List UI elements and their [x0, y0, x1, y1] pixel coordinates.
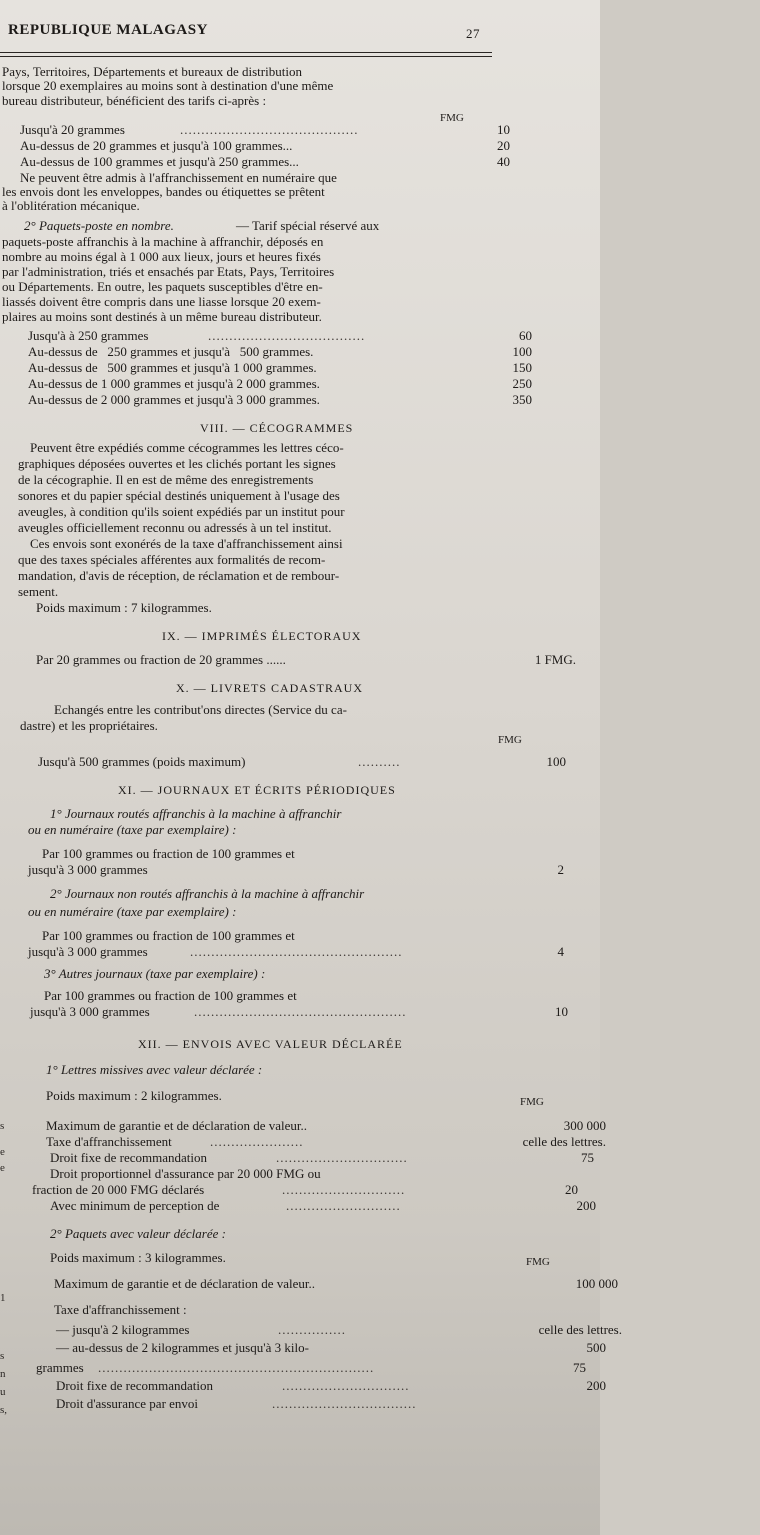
margin-mark: u: [0, 1386, 6, 1398]
section-title: IX. — IMPRIMÉS ÉLECTORAUX: [162, 629, 362, 643]
text-line: Peuvent être expédiés comme cécogrammes les lettres céco-: [30, 440, 344, 455]
text-line: liassés doivent être compris dans une liasse lorsque 20 exem-: [2, 294, 321, 309]
value-row: Taxe d'affranchissement ...................... celle des lettres.: [46, 1134, 606, 1149]
rate-row: Au-dessus de 100 grammes et jusqu'à 250 grammes... 40: [20, 154, 510, 169]
subsection-heading: ou en numéraire (taxe par exemplaire) :: [28, 822, 237, 837]
margin-mark: 1: [0, 1292, 6, 1304]
value-row: Maximum de garantie et de déclaration de valeur.. 100 000: [54, 1276, 618, 1291]
text-line: bureau distributeur, bénéficient des tarifs ci-après :: [2, 93, 267, 108]
text-line: dastre) et les propriétaires.: [20, 718, 158, 733]
section-title: XII. — ENVOIS AVEC VALEUR DÉCLARÉE: [138, 1037, 403, 1051]
subsection-heading: ou en numéraire (taxe par exemplaire) :: [28, 904, 237, 919]
rate-row: jusqu'à 3 000 grammes .................................................. 10: [30, 1004, 568, 1019]
value-row: — jusqu'à 2 kilogrammes ................ celle des lettres.: [56, 1322, 622, 1337]
text-line: Ne peuvent être admis à l'affranchissement en numéraire que: [20, 170, 337, 185]
text-line: Par 100 grammes ou fraction de 100 grammes et: [44, 988, 297, 1003]
text-line: plaires au moins sont destinés à un même bureau distributeur.: [2, 309, 322, 324]
value-row: grammes ................................................................. 75: [36, 1360, 586, 1375]
value-row: Taxe d'affranchissement :: [54, 1302, 187, 1317]
header-rule: [0, 52, 492, 53]
text-line: nombre au moins égal à 1 000 aux lieux, jours et heures fixés: [2, 249, 321, 264]
rate-row: Au-dessus de 500 grammes et jusqu'à 1 000 grammes. 150: [28, 360, 532, 375]
text-line: Ces envois sont exonérés de la taxe d'affranchissement ainsi: [30, 536, 343, 551]
value-row: Maximum de garantie et de déclaration de valeur.. 300 000: [46, 1118, 606, 1133]
text-line: de la cécographie. Il en est de même des enregistrements: [18, 472, 314, 487]
margin-mark: s,: [0, 1404, 8, 1416]
margin-mark: e: [0, 1146, 5, 1158]
unit-label: FMG: [520, 1096, 544, 1108]
rate-row: Au-dessus de 250 grammes et jusqu'à 500 grammes. 100: [28, 344, 532, 359]
text-line: mandation, d'avis de réception, de réclamation et de rembour-: [18, 568, 340, 583]
page-number: 27: [466, 26, 480, 41]
text-line: aveugles, à condition qu'ils soient expédiés par un institut pour: [18, 504, 345, 519]
text-line: Par 100 grammes ou fraction de 100 grammes et: [42, 846, 295, 861]
subsection-heading: 2° Paquets-poste en nombre.: [24, 218, 174, 233]
text-line: à l'oblitération mécanique.: [2, 198, 140, 213]
text-line: paquets-poste affranchis à la machine à affranchir, déposés en: [2, 234, 324, 249]
margin-mark: n: [0, 1368, 6, 1380]
text-line: aveugles officiellement reconnu ou adressés à un tel institut.: [18, 520, 332, 535]
country-title: REPUBLIQUE MALAGASY: [8, 22, 208, 38]
value-row: — au-dessus de 2 kilogrammes et jusqu'à 3 kilo- 500: [56, 1340, 606, 1355]
subsection-heading: 2° Journaux non routés affranchis à la machine à affranchir: [50, 886, 365, 901]
text-line: sonores et du papier spécial destinés uniquement à l'usage des: [18, 488, 340, 503]
rate-row: Au-dessus de 2 000 grammes et jusqu'à 3 000 grammes. 350: [28, 392, 532, 407]
rate-row: jusqu'à 3 000 grammes 2: [28, 862, 564, 877]
text-line: les envois dont les enveloppes, bandes ou étiquettes se prêtent: [2, 184, 325, 199]
rate-row: Jusqu'à 500 grammes (poids maximum) .......... 100: [38, 754, 566, 769]
value-row: Droit fixe de recommandation .............................. 200: [56, 1378, 606, 1393]
value-row: Droit fixe de recommandation ............................... 75: [50, 1150, 594, 1165]
subsection-heading: 1° Lettres missives avec valeur déclarée :: [46, 1062, 263, 1077]
max-weight: Poids maximum : 7 kilogrammes.: [36, 600, 212, 615]
rate-row: Par 20 grammes ou fraction de 20 grammes ...... 1 FMG.: [36, 652, 576, 667]
text-line: graphiques déposées ouvertes et les clichés portant les signes: [18, 456, 336, 471]
text-line: lorsque 20 exemplaires au moins sont à destination d'une même: [2, 78, 334, 93]
header-rule-double: [0, 56, 492, 57]
margin-mark: s: [0, 1120, 5, 1132]
subsection-heading: 1° Journaux routés affranchis à la machine à affranchir: [50, 806, 342, 821]
margin-mark: e: [0, 1162, 5, 1174]
value-row: Droit proportionnel d'assurance par 20 000 FMG ou: [50, 1166, 321, 1181]
value-row: Droit d'assurance par envoi ..................................: [56, 1396, 417, 1411]
text-line: sement.: [18, 584, 59, 599]
text-line: Echangés entre les contribut'ons directes (Service du ca-: [54, 702, 347, 717]
rate-row: Jusqu'à 20 grammes .......................................... 10: [20, 122, 510, 137]
unit-label: FMG: [526, 1256, 550, 1268]
page-header: [8, 22, 492, 46]
section-title: X. — LIVRETS CADASTRAUX: [176, 681, 364, 695]
rate-row: Au-dessus de 20 grammes et jusqu'à 100 grammes... 20: [20, 138, 510, 153]
section-title: VIII. — CÉCOGRAMMES: [200, 421, 354, 435]
rate-row: Jusqu'à à 250 grammes ..................................... 60: [28, 328, 532, 343]
rate-row: Au-dessus de 1 000 grammes et jusqu'à 2 000 grammes. 250: [28, 376, 532, 391]
value-row: fraction de 20 000 FMG déclarés ............................. 20: [32, 1182, 578, 1197]
max-weight: Poids maximum : 3 kilogrammes.: [50, 1250, 226, 1265]
text-line: 2° Paquets-poste en nombre. — Tarif spécial réservé aux: [24, 218, 380, 233]
margin-mark: s: [0, 1350, 5, 1362]
rate-row: jusqu'à 3 000 grammes .................................................. 4: [28, 944, 564, 959]
max-weight: Poids maximum : 2 kilogrammes.: [46, 1088, 222, 1103]
unit-label: FMG: [498, 734, 522, 746]
text-line: que des taxes spéciales afférentes aux formalités de recom-: [18, 552, 326, 567]
unit-label: FMG: [440, 112, 464, 124]
text-line: Par 100 grammes ou fraction de 100 grammes et: [42, 928, 295, 943]
text-line: ou Départements. En outre, les paquets susceptibles d'être en-: [2, 279, 323, 294]
text-line: Pays, Territoires, Départements et bureaux de distribution: [2, 64, 302, 79]
subsection-heading: 3° Autres journaux (taxe par exemplaire) :: [44, 966, 266, 981]
subsection-heading: 2° Paquets avec valeur déclarée :: [50, 1226, 226, 1241]
text-line: par l'administration, triés et ensachés par Etats, Pays, Territoires: [2, 264, 335, 279]
value-row: Avec minimum de perception de ........................... 200: [50, 1198, 596, 1213]
section-title: XI. — JOURNAUX ET ÉCRITS PÉRIODIQUES: [118, 783, 396, 797]
